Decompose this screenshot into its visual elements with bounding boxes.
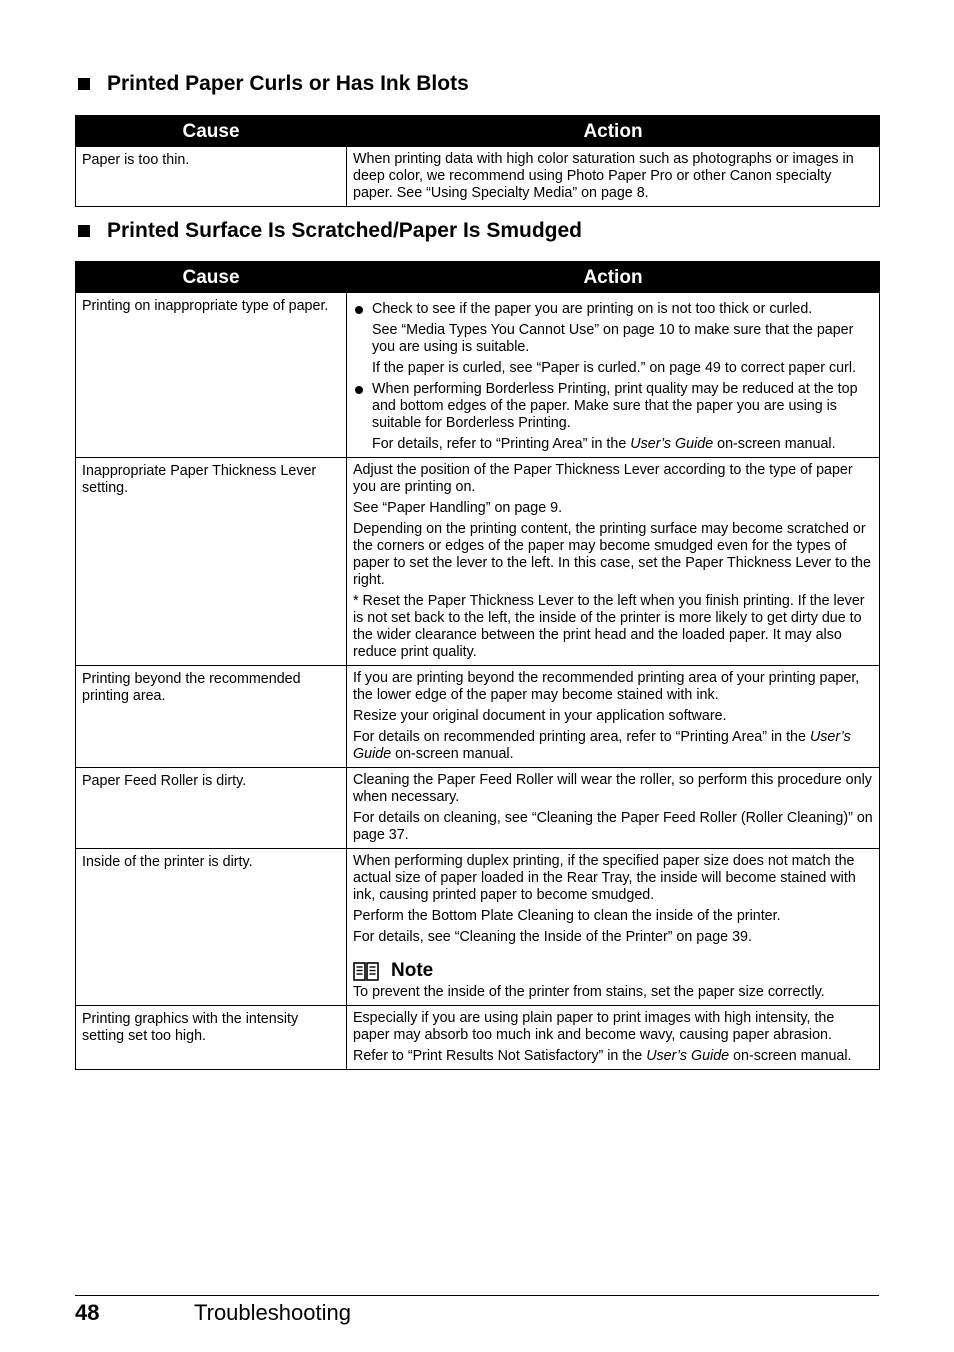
action-text: Adjust the position of the Paper Thickness Lever according to the type of paper you are printing on. — [353, 462, 853, 495]
action-cell — [347, 147, 880, 207]
action-cell — [347, 768, 880, 849]
text-segment: on-screen manual. — [713, 436, 836, 452]
text-segment: For details on recommended printing area, refer to “Printing Area” in the — [353, 729, 810, 745]
action-text: * Reset the Paper Thickness Lever to the left when you finish printing. If the lever is not set back to the left, the inside of the printer is more likely to get dirty due to the wider clearance between the print head and the loaded paper. It may also reduce print quality. — [353, 593, 865, 660]
square-bullet-icon — [78, 78, 90, 90]
column-header-cause: Cause — [76, 262, 347, 293]
note-label: Note — [391, 960, 434, 981]
footer-section-title: Troubleshooting — [194, 1300, 351, 1325]
bullet-text: When performing Borderless Printing, print quality may be reduced at the top and bottom edges of the paper. Make sure that the paper you are using is suitable for Borderless Printing. — [372, 381, 858, 431]
action-text: Especially if you are using plain paper to print images with high intensity, the paper may absorb too much ink and become wavy, causing paper abrasion. — [353, 1010, 835, 1043]
action-text: For details on cleaning, see “Cleaning the Paper Feed Roller (Roller Cleaning)” on page 37. — [353, 810, 873, 843]
cause-cell: Printing on inappropriate type of paper. — [76, 293, 347, 458]
action-cell — [347, 458, 880, 666]
section-heading-curls — [78, 71, 469, 97]
manual-title: User’s Guide — [353, 729, 851, 762]
column-header-action: Action — [347, 116, 880, 147]
action-text: If you are printing beyond the recommended printing area of your printing paper, the lower edge of the paper may become stained with ink. — [353, 670, 860, 703]
cause-cell: Inside of the printer is dirty. — [76, 849, 347, 1006]
manual-title: User’s Guide — [630, 436, 714, 452]
text-segment: Refer to “Print Results Not Satisfactory” in the — [353, 1048, 647, 1064]
action-text: When printing data with high color saturation such as photographs or images in deep color, we recommend using Photo Paper Pro or other Canon specialty paper. See “Using Specialty Media” on page 8. — [353, 151, 854, 201]
cause-cell: Paper Feed Roller is dirty. — [76, 768, 347, 849]
cause-cell: Inappropriate Paper Thickness Lever setting. — [76, 458, 347, 666]
bullet-detail: See “Media Types You Cannot Use” on page 10 to make sure that the paper you are using is suitable. — [372, 322, 854, 355]
cause-cell: Printing beyond the recommended printing area. — [76, 666, 347, 768]
troubleshooting-table-scratched — [75, 261, 880, 1070]
table-row — [76, 849, 880, 1006]
filled-circle-icon — [355, 386, 363, 394]
table-row — [76, 666, 880, 768]
action-cell — [347, 1006, 880, 1070]
action-text: Depending on the printing content, the printing surface may become scratched or the corners or edges of the paper may become smudged even for the types of paper to set the lever to the left. In this case, set the Paper Thickness Lever to the right. — [353, 521, 871, 588]
table-row — [76, 768, 880, 849]
bullet-detail: If the paper is curled, see “Paper is curled.” on page 49 to correct paper curl. — [372, 360, 856, 376]
list-item — [353, 301, 873, 318]
table-row — [76, 293, 880, 458]
note-text: To prevent the inside of the printer from stains, set the paper size correctly. — [353, 984, 825, 1000]
action-text: See “Paper Handling” on page 9. — [353, 500, 563, 516]
table-header-row — [76, 116, 880, 147]
action-text: For details, see “Cleaning the Inside of the Printer” on page 39. — [353, 929, 752, 945]
action-text: When performing duplex printing, if the specified paper size does not match the actual size of paper loaded in the Rear Tray, the inside will become stained with ink, causing printed paper to become smudged. — [353, 853, 856, 903]
manual-title: User’s Guide — [646, 1048, 730, 1064]
bullet-text: Check to see if the paper you are printing on is not too thick or curled. — [372, 301, 813, 317]
table-row — [76, 1006, 880, 1070]
action-text: Cleaning the Paper Feed Roller will wear the roller, so perform this procedure only when necessary. — [353, 772, 872, 805]
troubleshooting-table-curls — [75, 115, 880, 207]
table-header-row — [76, 262, 880, 293]
text-segment: For details, refer to “Printing Area” in the — [372, 436, 631, 452]
book-icon — [353, 962, 379, 981]
filled-circle-icon — [355, 306, 363, 314]
action-text: Resize your original document in your application software. — [353, 708, 727, 724]
action-cell — [347, 293, 880, 458]
section-heading-scratched — [78, 218, 582, 244]
cause-cell: Printing graphics with the intensity setting set too high. — [76, 1006, 347, 1070]
cause-cell: Paper is too thin. — [76, 147, 347, 207]
section-title: Printed Paper Curls or Has Ink Blots — [107, 72, 469, 95]
table-row — [76, 458, 880, 666]
table-row — [76, 147, 880, 207]
square-bullet-icon — [78, 225, 90, 237]
column-header-action: Action — [347, 262, 880, 293]
column-header-cause: Cause — [76, 116, 347, 147]
text-segment: on-screen manual. — [391, 746, 514, 762]
action-text — [353, 1048, 873, 1065]
action-cell — [347, 666, 880, 768]
note-heading — [353, 960, 873, 982]
action-text — [353, 729, 873, 763]
text-segment: on-screen manual. — [729, 1048, 852, 1064]
action-cell — [347, 849, 880, 1006]
section-title: Printed Surface Is Scratched/Paper Is Smudged — [107, 219, 582, 242]
page-number: 48 — [75, 1300, 100, 1325]
footer-divider — [75, 1295, 879, 1296]
bullet-detail — [353, 436, 873, 453]
list-item — [353, 381, 873, 432]
action-text: Perform the Bottom Plate Cleaning to clean the inside of the printer. — [353, 908, 781, 924]
